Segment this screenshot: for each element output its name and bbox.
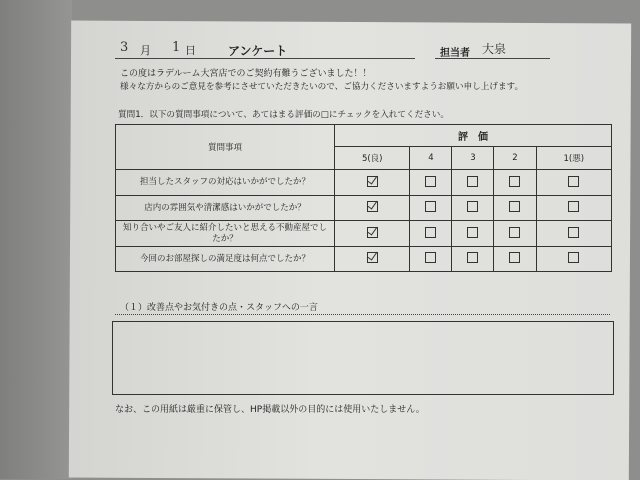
table-row	[116, 196, 612, 221]
checkbox-1[interactable]	[568, 252, 579, 263]
checkbox-1[interactable]	[568, 227, 579, 238]
checkbox-5-checked[interactable]	[367, 227, 378, 238]
title-underline	[115, 58, 415, 59]
rating-header-3: 3	[452, 147, 494, 169]
date-day: 1	[172, 40, 181, 55]
date-month: 3	[120, 40, 129, 55]
checkbox-2[interactable]	[509, 201, 520, 212]
checkbox-5-checked[interactable]	[367, 201, 378, 212]
checkbox-4[interactable]	[425, 227, 436, 238]
staff-label: 担当者	[440, 48, 470, 59]
rating-header-1: 1(悪)	[536, 147, 612, 169]
comment-label: （１）改善点やお気付きの点・スタッフへの一言	[120, 303, 318, 313]
checkbox-1[interactable]	[568, 176, 579, 187]
rating-table	[115, 124, 612, 272]
day-label: 日	[185, 44, 196, 57]
question-1-label: 質問1．以下の質問事項について、あてはまる評価の□にチェックを入れてください。	[118, 110, 449, 120]
question-text: 担当したスタッフの対応はいかがでしたか？	[116, 169, 335, 196]
checkbox-5-checked[interactable]	[367, 176, 378, 187]
comment-textarea[interactable]	[112, 321, 614, 395]
staff-name: 大泉	[482, 42, 507, 56]
checkbox-3[interactable]	[467, 176, 478, 187]
question-text: 知り合いやご友人に紹介したいと思える不動産屋でしたか？	[116, 220, 335, 247]
checkbox-4[interactable]	[425, 201, 436, 212]
intro-line-1: この度はラデルーム大宮店でのご契約有難うございました！！	[120, 69, 372, 79]
intro-line-2: 様々な方からのご意見を参考にさせていただきたいので、ご協力くださいますようお願い申し上げます。	[120, 82, 524, 92]
survey-title: アンケート	[228, 44, 288, 58]
checkbox-3[interactable]	[467, 252, 478, 263]
question-text: 今回のお部屋探しの満足度は何点でしたか？	[116, 247, 335, 272]
table-row	[116, 220, 612, 247]
month-label: 月	[140, 44, 151, 57]
checkbox-4[interactable]	[425, 252, 436, 263]
checkbox-5-checked[interactable]	[367, 252, 378, 263]
checkbox-4[interactable]	[425, 176, 436, 187]
checkbox-1[interactable]	[568, 201, 579, 212]
background-edge	[0, 0, 72, 479]
checkbox-3[interactable]	[467, 227, 478, 238]
comment-label-divider	[115, 314, 610, 315]
question-text: 店内の雰囲気や清潔感はいかがでしたか？	[116, 196, 335, 221]
checkbox-2[interactable]	[509, 252, 520, 263]
checkbox-2[interactable]	[509, 227, 520, 238]
table-row	[116, 247, 612, 272]
rating-header-4: 4	[410, 147, 452, 169]
rating-header-2: 2	[494, 147, 536, 169]
staff-underline	[435, 58, 550, 59]
checkbox-2[interactable]	[509, 176, 520, 187]
checkbox-3[interactable]	[467, 201, 478, 212]
table-row	[116, 169, 612, 196]
rating-header-5: 5(良)	[335, 147, 410, 169]
rating-column-header: 評 価	[335, 125, 612, 147]
question-column-header: 質問事項	[116, 125, 335, 170]
footer-note: なお、この用紙は厳重に保管し、HP掲載以外の目的には使用いたしません。	[115, 405, 425, 415]
